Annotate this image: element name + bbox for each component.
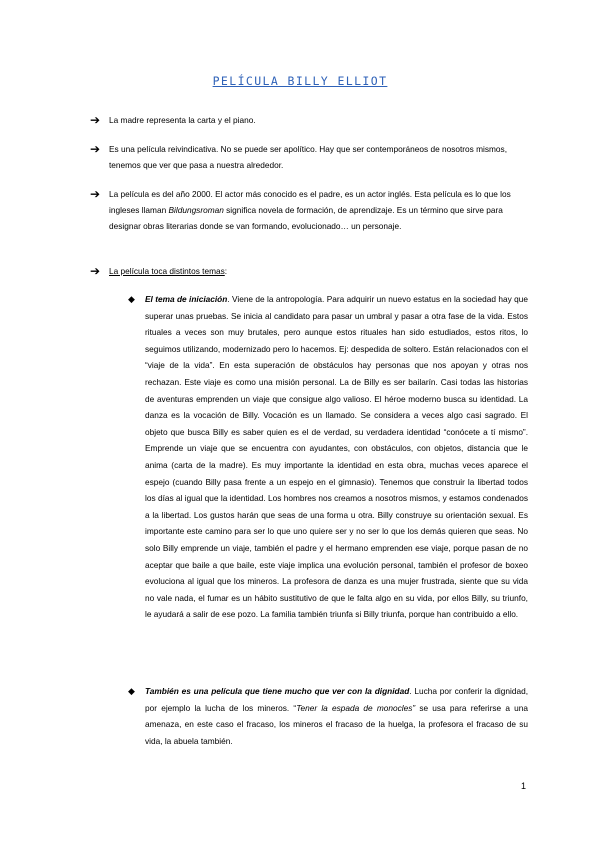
sub-bullet-item — [128, 683, 528, 749]
bullet-item — [90, 141, 520, 173]
sub-bullet-lead: El tema de iniciación — [145, 294, 228, 304]
bullet-item — [90, 186, 520, 234]
topics-heading: La película toca distintos temas — [109, 266, 225, 276]
arrow-bullet-icon: ➔ — [90, 113, 101, 127]
sub-bullet-text: También es una película que tiene mucho que ver con la dignidad. Lucha por conferir la dignidad, por ejemplo la lucha de los mineros. “Tener la espada de monocles” se usa para referirse a una amenaza, en este caso el fracaso, los mineros el fracaso de la huelga, la profesora el fracaso de su vida, la abuela también. — [145, 686, 529, 746]
bullet-item — [90, 112, 520, 128]
bullet-text: Es una película reivindicativa. No se puede ser apolítico. Hay que ser contemporáneos de nosotros mismos, tenemos que ver que pasa a nuestra alrededor. — [109, 144, 507, 170]
diamond-bullet-icon: ◆ — [128, 294, 135, 304]
arrow-bullet-icon: ➔ — [90, 142, 101, 156]
arrow-bullet-icon: ➔ — [90, 264, 101, 278]
bullet-text: La madre representa la carta y el piano. — [109, 115, 256, 125]
bullet-item — [90, 263, 520, 279]
bildungsroman-term: Bildungsroman — [168, 205, 224, 215]
page-number: 1 — [520, 781, 526, 791]
arrow-bullet-icon: ➔ — [90, 187, 101, 201]
sub-bullet-lead: También es una película que tiene mucho que ver con la dignidad — [145, 686, 410, 696]
bullet-text: La película toca distintos temas: — [109, 266, 228, 276]
sub-bullet-text: El tema de iniciación. Viene de la antropología. Para adquirir un nuevo estatus en la sociedad hay que superar unas pruebas. Se inicia al candidato para pasar un umbral y pasar a otra fase de la vida. Estos rituales a veces son muy brutales, pero aunque estos rituales han sido estudiados, estos ritos, lo seguimos utilizando, modernizado pero lo hacemos. Ej: despedida de soltero. Están relacionados con el “viaje de la vida”. En esta superación de obstáculos hay personas que nos apoyan y otras nos rechazan. Este viaje es como una misión personal. La de Billy es ser bailarín. Casi todas las historias de aventuras emprenden un viaje que consigue algo valioso. El héroe moderno busca su identidad. La danza es la vocación de Billy. Vocación es un llamado. Se considera a veces algo casi sagrado. El objeto que busca Billy es saber quien es el de verdad, su verdadera identidad “conócete a tí mismo”. Emprende un viaje que se encuentra con ayudantes, con obstáculos, con objetos, distancia que le anima (carta de la madre). Es muy importante la identidad en esta obra, muchas veces aparece el espejo (cuando Billy pasa frente a un espejo en el gimnasio). Tenemos que construir la libertad todos los días al igual que la identidad. Los hombres nos creamos a nosotros mismos, y estamos condenados a la libertad. Los gustos harán que seas de una forma u otra. Billy construye su orientación sexual. Es importante este camino para ser lo que uno quiere ser y no ser lo que los demás quieren que seas. No solo Billy emprende un viaje, también el padre y el hermano emprenden ese viaje, porque pasan de no aceptar que baile a que baile, este viaje implica una evolución personal, también el profesor de boxeo evoluciona al igual que los mineros. La profesora de danza es una mujer frustrada, siente que su vida no vale nada, el fumar es un hábito sustitutivo de que le falta algo en su vida, por ellos Billy, su triunfo, le ayudará a salir de ese pozo. La familia también triunfa si Billy triunfa, porque han contribuido a ello. — [145, 294, 528, 620]
sub-bullet-item — [128, 291, 528, 623]
bullet-text: La película es del año 2000. El actor más conocido es el padre, es un actor inglés. Esta película es lo que los ingleses llaman Bildungsroman significa novela de formación, de aprendizaje. Es un término que sirve para designar obras literarias donde se van formando, evolucionado… un personaje. — [109, 189, 511, 231]
page-title: PELÍCULA BILLY ELLIOT — [212, 74, 388, 88]
diamond-bullet-icon: ◆ — [128, 686, 135, 696]
